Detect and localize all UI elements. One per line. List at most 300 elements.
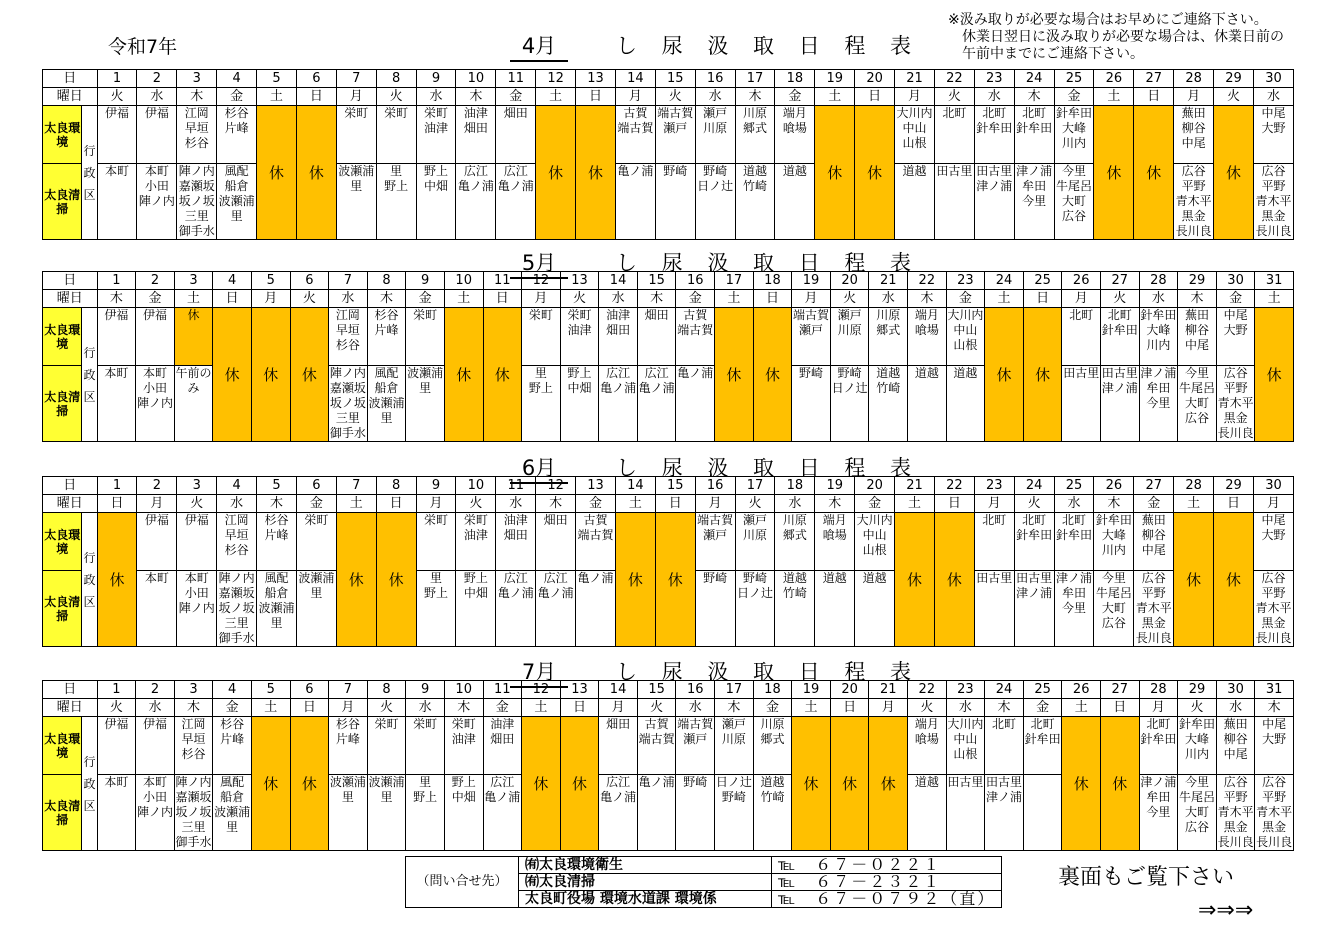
day-number: 4	[217, 477, 257, 495]
collection-area-lower: 道越	[908, 775, 947, 851]
weekday-cell: 月	[522, 290, 561, 308]
holiday-cell: 休	[560, 717, 599, 851]
weekday-cell: 土	[1255, 290, 1294, 308]
collection-area-upper: 江岡 早垣 杉谷	[177, 106, 217, 164]
collection-area-lower: 田古里	[934, 164, 974, 240]
holiday-cell: 休	[290, 717, 329, 851]
day-number: 26	[1094, 477, 1134, 495]
collection-area-upper: 瀬戸 川原	[830, 308, 869, 366]
day-number: 26	[1062, 681, 1101, 699]
weekday-cell: 金	[855, 495, 895, 513]
day-number: 20	[830, 272, 869, 290]
collection-area-lower: 広江 亀ノ浦	[496, 164, 536, 240]
weekday-cell: 金	[136, 290, 175, 308]
weekday-cell: 火	[934, 88, 974, 106]
contact-table	[405, 856, 1002, 908]
day-number: 18	[753, 681, 792, 699]
gov-label	[82, 717, 97, 851]
weekday-cell: 火	[1014, 495, 1054, 513]
day-number: 11	[496, 70, 536, 88]
day-number: 19	[815, 477, 855, 495]
collection-area-upper: 針牟田 大峰 川内	[1178, 717, 1217, 775]
collection-area-upper: 蕪田 柳谷 中尾	[1174, 106, 1214, 164]
weekday-cell: 月	[895, 88, 935, 106]
day-label: 日	[43, 477, 98, 495]
holiday-cell: 休	[895, 513, 935, 647]
collection-area-lower: 野崎	[676, 775, 715, 851]
weekday-cell: 月	[329, 699, 368, 717]
weekday-cell: 木	[815, 495, 855, 513]
weekday-cell: 金	[1054, 88, 1094, 106]
day-number: 12	[522, 681, 561, 699]
day-number: 1	[97, 272, 136, 290]
collection-area-lower: 野崎	[695, 571, 735, 647]
weekday-row	[43, 290, 1294, 308]
holiday-cell: 休	[792, 717, 831, 851]
collection-area-upper: 北町	[934, 106, 974, 164]
gov-label-char: 政	[83, 367, 96, 382]
weekday-cell: 土	[615, 495, 655, 513]
day-number: 13	[576, 70, 616, 88]
month-schedule-table	[42, 476, 1294, 647]
day-number: 2	[137, 477, 177, 495]
collection-area-lower: 亀ノ浦	[615, 164, 655, 240]
collection-area-upper: 栄町	[296, 513, 336, 571]
weekday-cell: 土	[1094, 88, 1134, 106]
day-number: 21	[895, 477, 935, 495]
collection-area-upper: 北町	[985, 717, 1024, 775]
collection-area-lower: 広谷 平野 青木平 黒金 長川良	[1217, 775, 1254, 849]
day-number: 7	[329, 681, 368, 699]
collection-area-upper: 蕪田 柳谷 中尾	[1216, 717, 1255, 775]
day-number: 12	[536, 70, 576, 88]
holiday-cell: 休	[1062, 717, 1101, 851]
weekday-cell: 木	[1255, 699, 1294, 717]
day-number: 14	[615, 477, 655, 495]
holiday-cell: 休	[251, 308, 290, 442]
day-number: 5	[257, 70, 297, 88]
weekday-label: 曜日	[43, 290, 98, 308]
holiday-cell: 休	[985, 308, 1024, 442]
collection-area-lower: 田古里 津ノ浦	[974, 164, 1014, 240]
day-number: 4	[217, 70, 257, 88]
weekday-cell: 木	[177, 88, 217, 106]
day-number: 25	[1054, 477, 1094, 495]
weekday-cell: 月	[1174, 88, 1214, 106]
day-number: 30	[1216, 681, 1255, 699]
holiday-cell: 休	[1174, 513, 1214, 647]
collection-area-lower: 野崎	[655, 164, 695, 240]
day-number: 2	[136, 272, 175, 290]
weekday-cell: 水	[676, 699, 715, 717]
collection-area-lower: 広谷 平野 青木平 黒金 長川良	[1175, 164, 1212, 238]
collection-area-lower: 風配 船倉 波瀬浦 里	[213, 775, 252, 851]
day-number: 6	[290, 272, 329, 290]
weekday-cell: 火	[456, 495, 496, 513]
collection-area-upper: 大川内 中山 山根	[855, 513, 895, 571]
day-number: 13	[576, 477, 616, 495]
collection-area-upper: 畑田	[599, 717, 638, 775]
upper-row	[43, 513, 1294, 571]
weekday-cell: 日	[753, 290, 792, 308]
weekday-cell: 土	[895, 495, 935, 513]
weekday-cell: 木	[367, 290, 406, 308]
collection-area-lower: 津ノ浦 牟田 今里	[1139, 775, 1178, 851]
day-number: 9	[416, 70, 456, 88]
collection-area-upper: 大川内 中山 山根	[895, 106, 935, 164]
day-number: 12	[522, 272, 561, 290]
day-number: 26	[1062, 272, 1101, 290]
weekday-cell: 火	[908, 699, 947, 717]
weekday-cell: 木	[1094, 495, 1134, 513]
collection-area-lower: 津ノ浦 牟田 今里	[1014, 164, 1054, 240]
day-row	[43, 272, 1294, 290]
day-number: 16	[695, 477, 735, 495]
weekday-cell: 水	[946, 699, 985, 717]
collection-area-lower: 野上 中畑	[416, 164, 456, 240]
day-number: 29	[1214, 70, 1254, 88]
weekday-cell: 土	[715, 290, 754, 308]
weekday-cell: 月	[416, 495, 456, 513]
collection-area-lower: 野崎 日ノ辻	[695, 164, 735, 240]
weekday-cell: 日	[1023, 290, 1062, 308]
weekday-cell: 水	[869, 290, 908, 308]
weekday-cell: 木	[444, 699, 483, 717]
collection-area-lower: 亀ノ浦	[676, 366, 715, 442]
collection-area-lower: 本町	[97, 366, 136, 442]
day-number: 28	[1174, 477, 1214, 495]
weekday-cell: 土	[257, 88, 297, 106]
contact-office: 太良町役場 環境水道課 環境係	[519, 891, 772, 908]
day-number: 17	[715, 681, 754, 699]
holiday-cell: 休	[483, 308, 522, 442]
collection-area-upper: 大川内 中山 山根	[946, 308, 985, 366]
upper-row	[43, 106, 1294, 164]
day-number: 28	[1174, 70, 1214, 88]
holiday-cell: 休	[1023, 308, 1062, 442]
collection-area-lower: 広谷 平野 青木平 黒金 長川良	[1135, 571, 1172, 645]
collection-area-lower: 広谷 平野 青木平 黒金 長川良	[1253, 571, 1293, 647]
org-label-kankyo: 太良環境	[43, 513, 82, 571]
contact-tel: ℡ ６７－０７９２（直）	[772, 891, 1002, 908]
day-number: 17	[715, 272, 754, 290]
collection-area-upper: 古賀 端古賀	[576, 513, 616, 571]
collection-area-upper: 江岡 早垣 杉谷	[217, 513, 257, 571]
weekday-cell: 金	[676, 290, 715, 308]
collection-area-upper: 中尾 大野	[1216, 308, 1255, 366]
collection-area-lower: 今里 牛尾呂 大町 広谷	[1054, 164, 1094, 240]
weekday-cell: 水	[217, 495, 257, 513]
day-number: 25	[1023, 272, 1062, 290]
day-number: 30	[1216, 272, 1255, 290]
day-number: 14	[615, 70, 655, 88]
collection-area-upper: 端古賀 瀬戸	[655, 106, 695, 164]
day-number: 3	[177, 477, 217, 495]
weekday-cell: 月	[792, 290, 831, 308]
gov-label-char: 行	[83, 754, 96, 769]
day-number: 19	[792, 681, 831, 699]
month-schedule-table	[42, 271, 1294, 442]
holiday-cell: 休	[444, 308, 483, 442]
gov-label-char: 区	[83, 594, 96, 609]
day-number: 29	[1178, 272, 1217, 290]
collection-area-upper: 端月 喰場	[815, 513, 855, 571]
collection-area-lower: 風配 船倉 波瀬浦 里	[217, 164, 257, 240]
weekday-cell: 金	[1134, 495, 1174, 513]
collection-area-upper: 中尾 大野	[1253, 106, 1293, 164]
weekday-row	[43, 699, 1294, 717]
weekday-cell: 金	[217, 88, 257, 106]
day-number: 13	[560, 681, 599, 699]
weekday-cell: 金	[483, 699, 522, 717]
collection-area-lower: 津ノ浦 牟田 今里	[1054, 571, 1094, 647]
collection-area-lower: 本町 小田 陣ノ内	[177, 571, 217, 647]
day-number: 24	[985, 681, 1024, 699]
collection-area-upper: 大川内 中山 山根	[946, 717, 985, 775]
collection-area-upper: 栄町 油津	[444, 717, 483, 775]
collection-area-upper: 北町 針牟田	[1014, 106, 1054, 164]
day-number: 15	[655, 70, 695, 88]
collection-area-upper: 伊福	[97, 717, 136, 775]
collection-area-upper: 伊福	[97, 106, 137, 164]
contact-tel: ℡ ６７－０２２１	[772, 857, 1002, 874]
collection-area-lower: 田古里	[974, 571, 1014, 647]
day-number: 11	[483, 272, 522, 290]
collection-area-lower: 道越 竹崎	[869, 366, 908, 442]
collection-area-upper: 端月 喰場	[775, 106, 815, 164]
collection-area-upper: 瀬戸 川原	[735, 513, 775, 571]
weekday-cell: 木	[735, 88, 775, 106]
day-number: 21	[869, 272, 908, 290]
collection-area-upper: 栄町	[367, 717, 406, 775]
weekday-cell: 月	[1253, 495, 1293, 513]
day-number: 27	[1101, 272, 1140, 290]
day-number: 22	[934, 477, 974, 495]
collection-area-lower: 道越	[908, 366, 947, 442]
day-number: 20	[830, 681, 869, 699]
weekday-cell: 水	[974, 88, 1014, 106]
day-row	[43, 477, 1294, 495]
holiday-cell: 休	[1134, 106, 1174, 240]
collection-area-lower: 田古里 津ノ浦	[1014, 571, 1054, 647]
day-number: 10	[456, 70, 496, 88]
weekday-cell: 金	[946, 290, 985, 308]
day-number: 5	[251, 272, 290, 290]
day-number: 5	[257, 477, 297, 495]
day-number: 11	[483, 681, 522, 699]
weekday-cell: 水	[1139, 290, 1178, 308]
collection-area-lower: 波瀬浦 里	[296, 571, 336, 647]
holiday-cell: 休	[869, 717, 908, 851]
gov-label-char: 区	[83, 798, 96, 813]
collection-area-lower: 広江 亀ノ浦	[536, 571, 576, 647]
weekday-cell: 水	[406, 699, 445, 717]
collection-area-upper: 北町 針牟田	[1101, 308, 1140, 366]
collection-area-upper: 北町 針牟田	[1139, 717, 1178, 775]
collection-area-upper: 油津 畑田	[483, 717, 522, 775]
day-number: 7	[336, 70, 376, 88]
day-number: 21	[869, 681, 908, 699]
weekday-cell: 木	[1014, 88, 1054, 106]
collection-area-upper: 川原 郷式	[869, 308, 908, 366]
collection-area-lower: 道越	[815, 571, 855, 647]
collection-area-lower: 道越 竹崎	[775, 571, 815, 647]
weekday-cell: 火	[97, 699, 136, 717]
day-number: 22	[908, 681, 947, 699]
weekday-cell: 月	[599, 699, 638, 717]
collection-area-upper: 川原 郷式	[775, 513, 815, 571]
collection-area-lower: 陣ノ内 嘉瀬坂 坂ノ坂 三里 御手水	[178, 164, 215, 238]
weekday-cell: 月	[615, 88, 655, 106]
weekday-cell: 土	[251, 699, 290, 717]
weekday-cell: 木	[1178, 290, 1217, 308]
day-number: 18	[775, 477, 815, 495]
weekday-cell: 木	[536, 495, 576, 513]
weekday-cell: 水	[1253, 88, 1293, 106]
day-number: 8	[367, 681, 406, 699]
day-number: 24	[1014, 477, 1054, 495]
gov-label-char: 行	[83, 345, 96, 360]
contact-company: ㈲太良清掃	[519, 874, 772, 891]
day-number: 9	[406, 272, 445, 290]
holiday-cell: 休	[1255, 308, 1294, 442]
collection-area-upper: 端月 喰場	[908, 717, 947, 775]
weekday-cell: 火	[1101, 290, 1140, 308]
day-number: 27	[1134, 70, 1174, 88]
day-number: 20	[855, 70, 895, 88]
holiday-cell: 休	[213, 308, 252, 442]
weekday-cell: 火	[177, 495, 217, 513]
collection-area-lower: 里 野上	[376, 164, 416, 240]
gov-label-char: 政	[83, 165, 96, 180]
collection-area-upper: 伊福	[137, 513, 177, 571]
holiday-cell: 休	[615, 513, 655, 647]
weekday-cell: 月	[1062, 290, 1101, 308]
collection-area-lower: 野崎	[792, 366, 831, 442]
weekday-cell: 月	[695, 495, 735, 513]
gov-label-char: 区	[83, 187, 96, 202]
holiday-cell: 休	[1094, 106, 1134, 240]
day-number: 12	[536, 477, 576, 495]
collection-area-lower: 田古里 津ノ浦	[1101, 366, 1140, 442]
weekday-cell: 水	[1054, 495, 1094, 513]
day-number: 24	[1014, 70, 1054, 88]
holiday-cell: 休	[296, 106, 336, 240]
collection-area-lower: 広江 亀ノ浦	[599, 775, 638, 851]
collection-area-upper: 北町 針牟田	[1054, 513, 1094, 571]
org-label-kankyo: 太良環境	[43, 106, 82, 164]
collection-area-upper: 北町 針牟田	[974, 106, 1014, 164]
collection-area-upper: 北町	[1062, 308, 1101, 366]
day-number: 10	[444, 272, 483, 290]
day-number: 8	[367, 272, 406, 290]
collection-area-upper: 杉谷 片峰	[257, 513, 297, 571]
org-label-kankyo: 太良環境	[43, 308, 82, 366]
day-number: 16	[676, 681, 715, 699]
day-label: 日	[43, 272, 98, 290]
collection-area-lower: 広江 亀ノ浦	[496, 571, 536, 647]
day-row	[43, 70, 1294, 88]
note-line: ※汲み取りが必要な場合はお早めにご連絡下さい。	[948, 12, 1268, 28]
day-number: 3	[174, 272, 213, 290]
day-number: 23	[974, 70, 1014, 88]
collection-area-lower: 道越 竹崎	[735, 164, 775, 240]
holiday-cell: 休	[1214, 513, 1254, 647]
day-number: 17	[735, 477, 775, 495]
collection-area-lower: 本町 小田 陣ノ内	[136, 366, 175, 442]
collection-area-upper: 杉谷 片峰	[217, 106, 257, 164]
org-label-kankyo: 太良環境	[43, 717, 82, 775]
collection-area-lower: 広江 亀ノ浦	[456, 164, 496, 240]
weekday-cell: 日	[213, 290, 252, 308]
collection-area-lower: 道越	[946, 366, 985, 442]
collection-area-upper: 油津 畑田	[456, 106, 496, 164]
collection-area-upper: 針牟田 大峰 川内	[1139, 308, 1178, 366]
day-number: 8	[376, 477, 416, 495]
collection-area-upper: 針牟田 大峰 川内	[1054, 106, 1094, 164]
weekday-cell: 水	[329, 290, 368, 308]
day-number: 15	[637, 681, 676, 699]
weekday-cell: 水	[599, 290, 638, 308]
weekday-cell: 金	[496, 88, 536, 106]
collection-area-upper: 端月 喰場	[908, 308, 947, 366]
weekday-label: 曜日	[43, 495, 98, 513]
day-number: 6	[290, 681, 329, 699]
collection-area-upper: 端古賀 瀬戸	[792, 308, 831, 366]
day-number: 2	[136, 681, 175, 699]
collection-area-lower: 日ノ辻 野崎	[715, 775, 754, 851]
org-label-seisou: 太良清掃	[43, 164, 82, 240]
weekday-row	[43, 495, 1294, 513]
note-line: 午前中までにご連絡下さい。	[948, 46, 1144, 62]
weekday-cell: 木	[456, 88, 496, 106]
month-name: 5月	[510, 247, 568, 279]
contact-company: ㈲太良環境衛生	[519, 857, 772, 874]
weekday-cell: 土	[174, 290, 213, 308]
holiday-cell: 休	[257, 106, 297, 240]
collection-area-lower: 広江 亀ノ浦	[599, 366, 638, 442]
day-number: 15	[637, 272, 676, 290]
weekday-cell: 土	[985, 290, 1024, 308]
collection-area-upper: 油津 畑田	[496, 513, 536, 571]
day-number: 27	[1101, 681, 1140, 699]
collection-area-upper: 端古賀 瀬戸	[695, 513, 735, 571]
day-number: 6	[296, 477, 336, 495]
collection-area-upper: 伊福	[177, 513, 217, 571]
weekday-cell: 木	[908, 290, 947, 308]
day-label: 日	[43, 70, 98, 88]
collection-area-lower: 午前のみ	[174, 366, 213, 442]
schedule-title: し 尿 汲 取 日 程 表	[616, 660, 921, 684]
weekday-cell: 火	[367, 699, 406, 717]
collection-area-upper: 伊福	[136, 717, 175, 775]
holiday-cell: 休	[290, 308, 329, 442]
collection-area-upper: 江岡 早垣 杉谷	[329, 308, 368, 366]
day-number: 28	[1139, 681, 1178, 699]
day-number: 4	[213, 272, 252, 290]
day-number: 31	[1255, 272, 1294, 290]
weekday-cell: 日	[576, 88, 616, 106]
gov-label	[82, 308, 97, 442]
weekday-cell: 火	[290, 290, 329, 308]
month-name: 7月	[510, 656, 568, 688]
gov-label-char: 行	[83, 550, 96, 565]
weekday-cell: 木	[715, 699, 754, 717]
upper-row	[43, 308, 1294, 366]
collection-area-upper: 栄町	[416, 513, 456, 571]
day-number: 25	[1023, 681, 1062, 699]
day-number: 23	[974, 477, 1014, 495]
